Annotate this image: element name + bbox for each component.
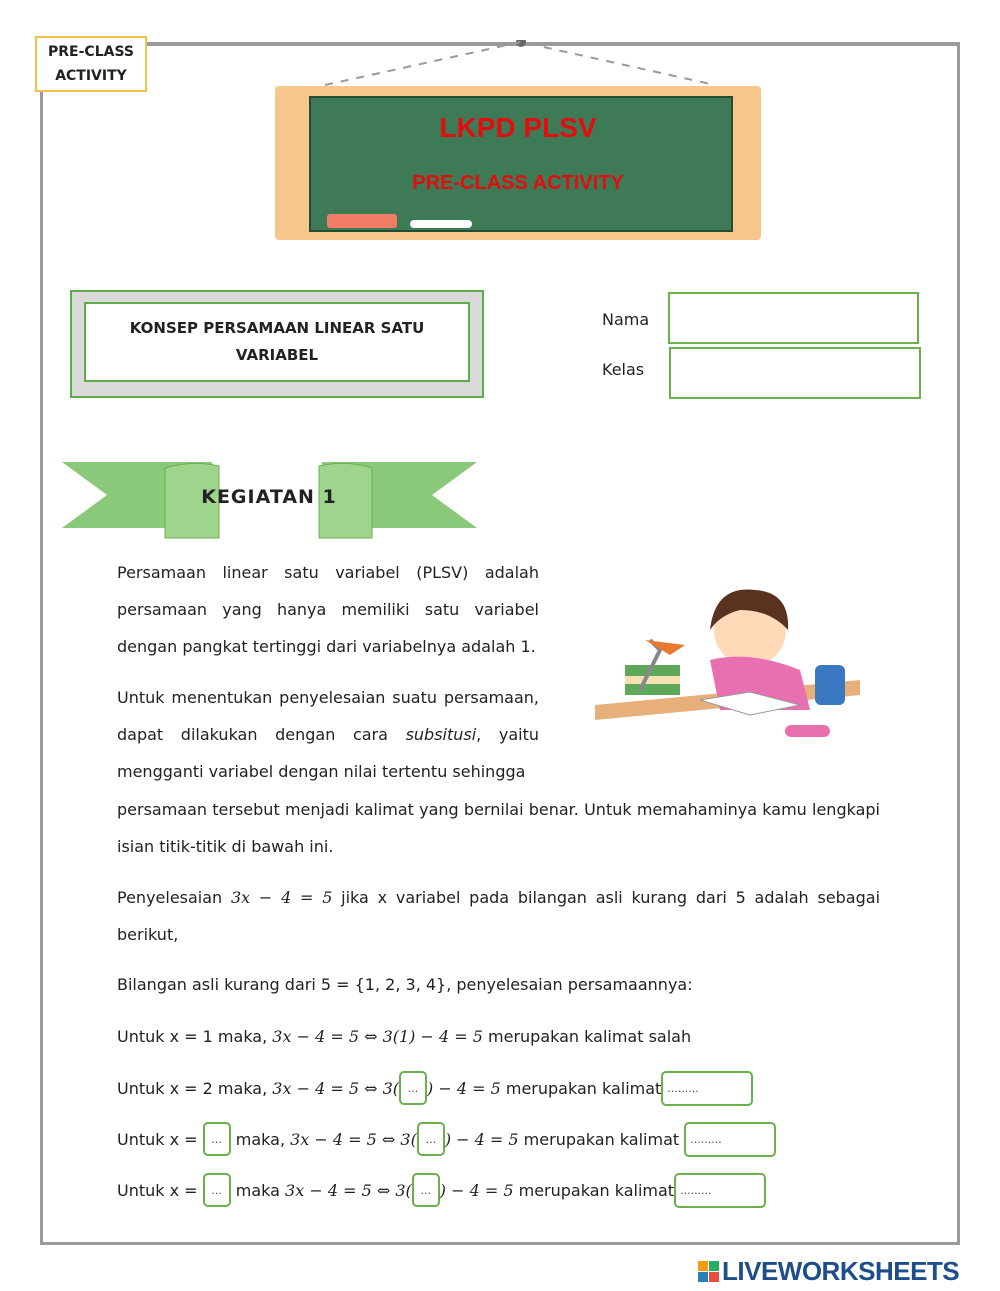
para-set: Bilangan asli kurang dari 5 = {1, 2, 3, 4}, penyelesaian persamaannya: xyxy=(117,975,693,994)
para-substitution xyxy=(117,679,539,790)
row-x1 xyxy=(117,1016,691,1056)
answer-input[interactable]: ......... xyxy=(684,1122,776,1157)
text: jika x variabel pada bilangan asli kurang dari 5 adalah sebagai berikut, xyxy=(117,888,881,944)
text: Untuk menentukan penyelesaian suatu persamaan, dapat dilakukan dengan cara xyxy=(117,688,539,744)
board-string xyxy=(320,40,740,90)
equation: 3x − 4 = 5 ⇔ 3( xyxy=(285,1180,412,1200)
logo-text: LIVEWORKSHEETS xyxy=(722,1256,960,1286)
text: merupakan kalimat xyxy=(513,1180,675,1200)
text: merupakan kalimat xyxy=(500,1078,662,1098)
activity-title: KEGIATAN 1 xyxy=(201,486,337,508)
chalk-icon xyxy=(410,220,472,228)
equation: 3x − 4 = 5 ⇔ 3(1) − 4 = 5 xyxy=(272,1026,483,1046)
para-instruction: persamaan tersebut menjadi kalimat yang bernilai benar. Untuk memahaminya kamu lengkapi isian titik-titik di bawah ini. xyxy=(117,800,880,856)
text: Untuk x = xyxy=(117,1129,203,1149)
row-x4 xyxy=(117,1170,766,1210)
logo-icon xyxy=(698,1261,719,1282)
board-subtitle: PRE-CLASS ACTIVITY xyxy=(412,172,624,194)
equation: 3x − 4 = 5 xyxy=(230,888,333,907)
text: maka, xyxy=(230,1129,291,1149)
equation: 3x − 4 = 5 ⇔ 3( xyxy=(290,1129,417,1149)
equation: ) − 4 = 5 xyxy=(439,1180,514,1200)
text: , yaitu mengganti variabel dengan nilai tertentu sehingga xyxy=(117,725,539,781)
x-blank-input[interactable]: ... xyxy=(203,1173,231,1207)
emphasis: subsitusi xyxy=(405,725,477,744)
text: maka xyxy=(230,1180,286,1200)
blank-input[interactable]: ... xyxy=(412,1173,440,1207)
nama-input[interactable] xyxy=(668,292,919,344)
blank-input[interactable]: ... xyxy=(399,1071,427,1105)
text: Untuk x = 2 maka, xyxy=(117,1078,273,1098)
topic-title: KONSEP PERSAMAAN LINEAR SATU VARIABEL xyxy=(84,302,470,382)
kelas-input[interactable] xyxy=(669,347,921,399)
row-x2 xyxy=(117,1068,753,1108)
para-problem xyxy=(117,879,880,953)
text: Untuk x = 1 maka, xyxy=(117,1026,273,1046)
text: Penyelesaian xyxy=(117,888,231,907)
board-title: LKPD PLSV xyxy=(439,112,597,143)
equation: 3x − 4 = 5 ⇔ 3( xyxy=(272,1078,399,1098)
nama-label: Nama xyxy=(602,310,650,329)
corner-label: PRE-CLASS ACTIVITY xyxy=(35,36,147,92)
equation: ) − 4 = 5 xyxy=(444,1129,519,1149)
text: merupakan kalimat xyxy=(518,1129,685,1149)
liveworksheets-logo xyxy=(698,1256,959,1287)
chalkboard xyxy=(275,86,761,240)
x-blank-input[interactable]: ... xyxy=(203,1122,231,1156)
text: merupakan kalimat salah xyxy=(482,1026,692,1046)
row-x3 xyxy=(117,1119,776,1159)
equation: ) − 4 = 5 xyxy=(427,1078,501,1098)
eraser-icon xyxy=(327,214,397,228)
topic-box xyxy=(70,290,484,398)
answer-input[interactable]: ......... xyxy=(674,1173,766,1208)
answer-input[interactable]: ......... xyxy=(661,1071,753,1106)
para-definition: Persamaan linear satu variabel (PLSV) adalah persamaan yang hanya memiliki satu variabel dengan pangkat tertinggi dari variabelnya adalah 1. xyxy=(117,563,539,656)
child-studying-illustration xyxy=(590,580,870,750)
text: Untuk x = xyxy=(117,1180,203,1200)
blank-input[interactable]: ... xyxy=(417,1122,445,1156)
kelas-label: Kelas xyxy=(602,360,645,379)
